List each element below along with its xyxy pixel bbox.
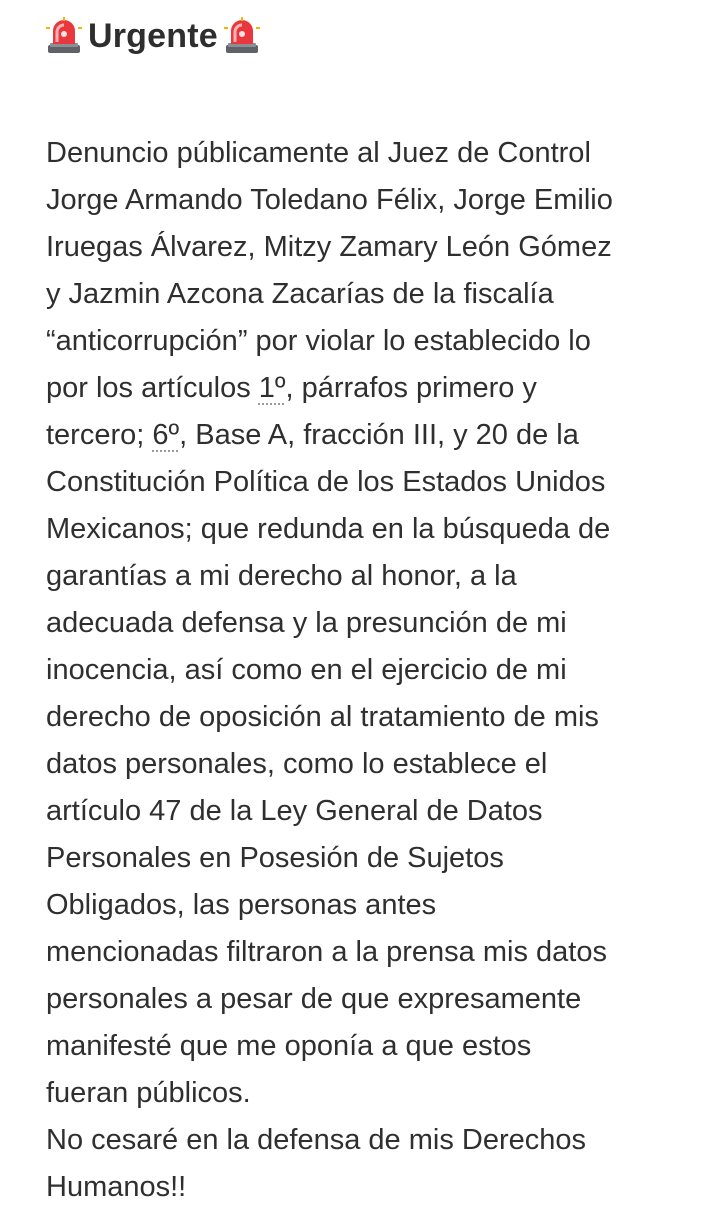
body-line: derecho de oposición al tratamiento de mis	[46, 701, 599, 733]
body-line: y Jazmin Azcona Zacarías de la fiscalía	[46, 278, 554, 310]
note-title: Urgente	[88, 16, 218, 55]
body-line-text: , párrafos primero y	[285, 372, 537, 404]
note-title-row	[46, 10, 686, 62]
body-line: personales a pesar de que expresamente	[46, 983, 582, 1015]
body-line: fueran públicos.	[46, 1077, 251, 1109]
body-line: adecuada defensa y la presunción de mi	[46, 607, 567, 639]
body-line: Personales en Posesión de Sujetos	[46, 842, 504, 874]
body-line	[46, 412, 686, 459]
body-line: inocencia, así como en el ejercicio de mi	[46, 654, 567, 686]
body-line: manifesté que me oponía a que estos	[46, 1030, 532, 1062]
body-line: Denuncio públicamente al Juez de Control	[46, 137, 591, 169]
body-line: Iruegas Álvarez, Mitzy Zamary León Gómez	[46, 231, 612, 263]
siren-icon	[46, 17, 82, 55]
body-line-text: tercero;	[46, 419, 153, 451]
body-line: datos personales, como lo establece el	[46, 748, 548, 780]
body-line: Jorge Armando Toledano Félix, Jorge Emilio	[46, 184, 613, 216]
body-line: No cesaré en la defensa de mis Derechos	[46, 1124, 587, 1156]
article-6-link[interactable]: 6º	[152, 419, 180, 451]
body-line	[46, 365, 686, 412]
note-container	[46, 10, 686, 1211]
article-1-link[interactable]: 1º	[258, 372, 286, 404]
body-line: Mexicanos; que redunda en la búsqueda de	[46, 513, 611, 545]
body-line-text: , Base A, fracción III, y 20 de la	[179, 419, 579, 451]
body-line: “anticorrupción” por violar lo establecido lo	[46, 325, 591, 357]
body-line: mencionadas filtraron a la prensa mis datos	[46, 936, 607, 968]
body-line: Humanos!!	[46, 1171, 187, 1203]
body-line: Constitución Política de los Estados Unidos	[46, 466, 606, 498]
note-body	[46, 130, 686, 1211]
body-line: Obligados, las personas antes	[46, 889, 437, 921]
body-line: garantías a mi derecho al honor, a la	[46, 560, 517, 592]
body-line-text: por los artículos	[46, 372, 259, 404]
siren-icon	[224, 17, 260, 55]
body-line: artículo 47 de la Ley General de Datos	[46, 795, 543, 827]
